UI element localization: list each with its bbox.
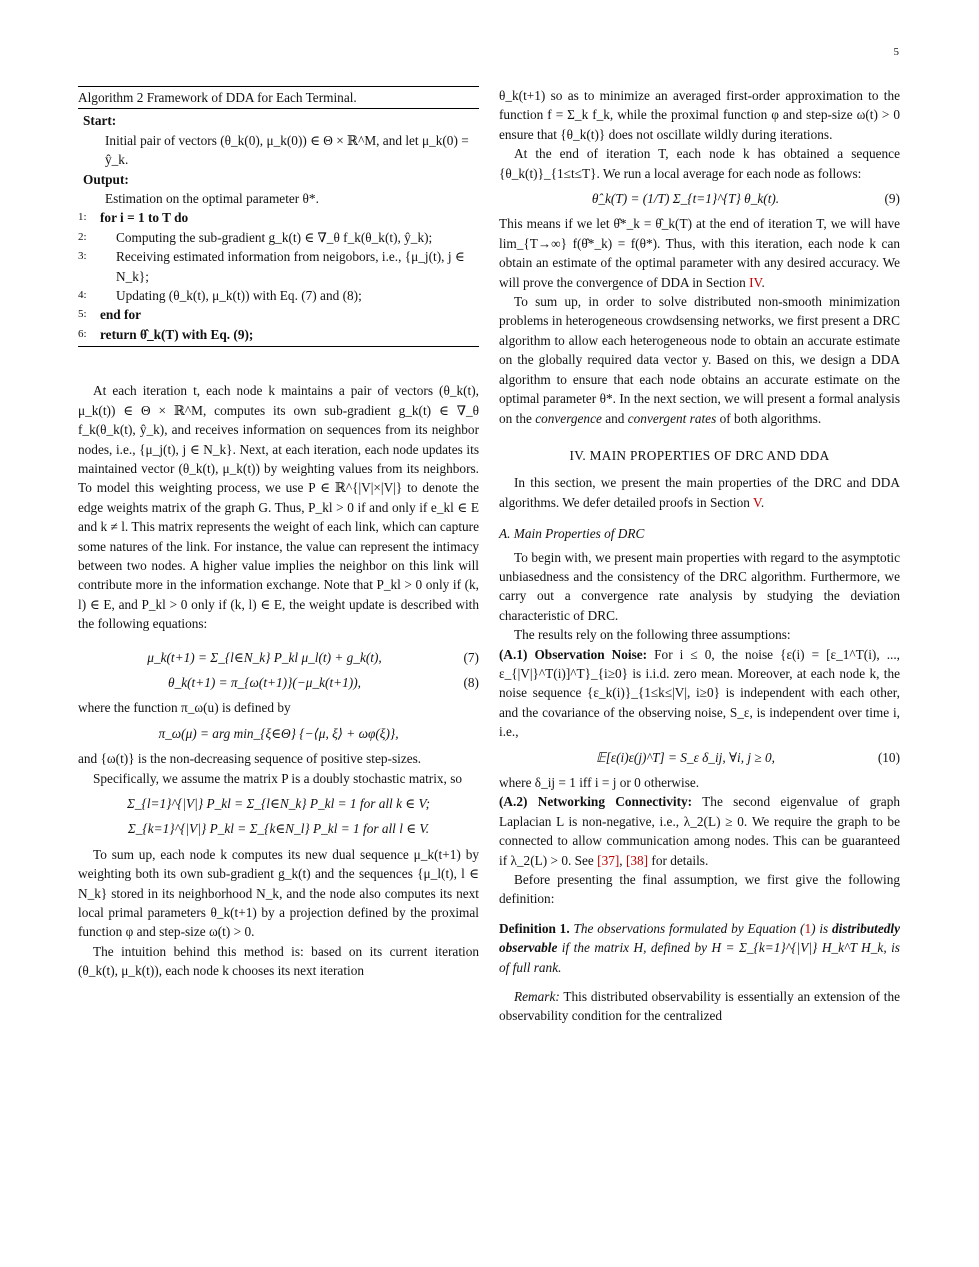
body-paragraph <box>499 292 900 428</box>
algorithm-start-text: Initial pair of vectors (θ_k(0), μ_k(0)) ∈ Θ × ℝ^M, and let μ_k(0) = ŷ_k. <box>105 132 469 168</box>
assumption-a2 <box>499 792 900 870</box>
text-run: for details. <box>648 852 709 868</box>
section-heading: IV. MAIN PROPERTIES OF DRC AND DDA <box>569 447 830 463</box>
right-column <box>499 86 900 1026</box>
text-run: This distributed observability is essentially an extension of the observability condition for the centralized <box>499 989 900 1024</box>
equation-number: (7) <box>463 649 479 665</box>
section-link[interactable]: V <box>752 494 761 510</box>
line-text: Updating (θ_k(t), μ_k(t)) with Eq. (7) and (8); <box>116 288 362 304</box>
body-paragraph: where the function π_ω(u) is defined by <box>78 700 291 716</box>
text-run: To sum up, in order to solve distributed non-smooth minimization problems in heterogeneous crowdsensing networks, we first present a DRC algorithm to allow each heterogeneous node to obtain an accurate estimate on the globally required data vector y. Based on this, we design a DDA algorithm to ensure that each node obtains an accurate estimate on the optimal parameter θ*. In the next section, we will present a formal analysis on the <box>499 294 900 426</box>
equation-8 <box>78 673 479 692</box>
algorithm-start-label: Start: <box>83 113 117 129</box>
line-number: 6: <box>78 327 87 340</box>
equation-7 <box>78 648 479 667</box>
equation-row-sum <box>78 794 479 813</box>
assumption-label: (A.2) Networking Connectivity: <box>499 794 693 810</box>
equation-expression: θ_k(t+1) = π_{ω(t+1)}(−μ_k(t+1)), <box>168 674 361 690</box>
line-number: 1: <box>78 211 87 224</box>
equation-10 <box>499 748 900 767</box>
equation-col-sum <box>78 819 479 838</box>
body-paragraph: The results rely on the following three assumptions: <box>514 627 791 643</box>
equation-expression: θ̂_k(T) = (1/T) Σ_{t=1}^{T} θ_k(t). <box>591 191 780 207</box>
text-run: ) is <box>811 920 833 936</box>
text-run: For i ≤ 0, the noise {ε(i) = [ε_1^T(i), ..., ε_{|V|}^T(i)]^T}_{i≥0} is i.i.d. zero mean. Moreover, at each node k, the noise sequence {ε_k(i)}_{1≤k≤|V|, i≥0} is independent with each other, and the covariance of the observing noise, S_ε, is independent over time i, i.e., <box>499 646 900 740</box>
equation-number: (8) <box>463 674 479 690</box>
equation-number: (9) <box>884 191 900 207</box>
emphasis: convergent rates <box>627 410 717 426</box>
body-paragraph: This means if we let θ̂*_k = θ̂_k(T) at the end of iteration T, we will have lim_{T→∞} f(θ̂*_k) = f(θ*). Thus, with this iteration, each node k can obtain an estimate of the optimal parameter with any desired accuracy. We will prove the convergence of DDA in Section IV. <box>499 216 900 290</box>
body-paragraph: In this section, we present the main properties of the DRC and DDA algorithms. We defer detailed proofs in Section V. <box>499 475 900 510</box>
line-text: Computing the sub-gradient g_k(t) ∈ ∇_θ f_k(θ_k(t), ŷ_k); <box>116 229 433 245</box>
equation-prox <box>78 724 479 743</box>
line-number: 4: <box>78 289 87 302</box>
definition-1 <box>499 919 900 977</box>
algorithm-line <box>78 305 479 324</box>
algorithm-output-label: Output: <box>83 171 129 187</box>
body-paragraph: Specifically, we assume the matrix P is a doubly stochastic matrix, so <box>93 770 463 786</box>
equation-number: (10) <box>877 749 900 765</box>
text-run: if the matrix H, defined by H = Σ_{k=1}^{|V|} H_k^T H_k, is of full rank. <box>499 940 900 975</box>
subsection-heading: A. Main Properties of DRC <box>499 526 645 542</box>
line-text: return θ̂_k(T) with Eq. (9); <box>100 326 254 342</box>
algorithm-box <box>78 86 479 347</box>
text-run: This means if we let θ̂*_k = θ̂_k(T) at the end of iteration T, we will have lim_{T→∞} f(θ̂*_k) = f(θ*). Thus, with this iteration, each node k can obtain an estimate of the optimal parameter with any desired accuracy. We will prove the convergence of DDA in Section <box>499 216 900 290</box>
equation-expression: 𝔼[ε(i)ε(j)^T] = S_ε δ_ij, ∀i, j ≥ 0, <box>596 749 775 765</box>
remark <box>499 987 900 1026</box>
citation-link[interactable]: [37] <box>597 852 620 868</box>
citation-link[interactable]: [38] <box>625 852 649 868</box>
line-number: 3: <box>78 250 87 263</box>
text-run: In this section, we present the main properties of the DRC and DDA algorithms. We defer detailed proofs in Section <box>499 475 900 510</box>
body-paragraph: At each iteration t, each node k maintains a pair of vectors (θ_k(t), μ_k(t)) ∈ Θ × ℝ^M, computes its own sub-gradient g_k(t) ∈ ∇_θ f_k(θ_k(t), ŷ_k), and receives information on sequences from its neighbor nodes, i.e., {μ_j(t), j ∈ N_k}. Next, at each iteration, each node updates its maintained vector (θ_k(t), μ_k(t)) by weighting values from its neighbors. To model this weighting process, we use P ∈ ℝ^{|V|×|V|} to denote the edge weights matrix of the graph G. Thus, P_kl > 0 if and only if e_kl ∈ E and k ≠ l. This matrix represents the weight of each link, which can capture some natures of the link. For instance, the value can represent the intimacy between two nodes. A higher value implies the neighbor on this link will contribute more in the information exchange. Note that P_kl > 0 only if (k, l) ∈ E, and P_kl > 0 only if (k, l) ∈ E, the weight update is described with the following equations: <box>78 383 479 632</box>
line-text: for i = 1 to T do <box>100 210 189 226</box>
equation-expression: Σ_{k=1}^{|V|} P_kl = Σ_{k∈N_l} P_kl = 1 for all l ∈ V. <box>127 821 430 837</box>
algorithm-line <box>78 208 479 227</box>
equation-expression: π_ω(μ) = arg min_{ξ∈Θ} {−⟨μ, ξ⟩ + ωφ(ξ)}, <box>158 725 399 741</box>
body-paragraph: The intuition behind this method is: based on its current iteration (θ_k(t), μ_k(t)), each node k chooses its next iteration <box>78 943 479 979</box>
emphasis: distributedly observable <box>499 920 900 956</box>
algorithm-line <box>78 228 479 247</box>
body-paragraph: and {ω(t)} is the non-decreasing sequence of positive step-sizes. <box>78 751 422 767</box>
emphasis: convergence <box>535 410 602 426</box>
line-text: Receiving estimated information from neigobors, i.e., {μ_j(t), j ∈ N_k}; <box>116 249 465 284</box>
page-number: 5 <box>893 46 899 58</box>
body-paragraph: where δ_ij = 1 iff i = j or 0 otherwise. <box>499 775 700 790</box>
body-paragraph: To begin with, we present main properties with regard to the asymptotic unbiasedness and the consistency of the DRC algorithm. Furthermore, we carry out a convergence rate analysis by studying the deviation characteristic of DRC. <box>499 549 900 623</box>
equation-link[interactable]: 1 <box>804 920 812 936</box>
text-run: , <box>619 852 626 868</box>
line-text: end for <box>100 307 141 323</box>
equation-expression: Σ_{l=1}^{|V|} P_kl = Σ_{l∈N_k} P_kl = 1 for all k ∈ V; <box>126 796 431 811</box>
definition-label: Definition 1. <box>499 920 570 936</box>
text-run: and <box>601 410 628 426</box>
text-run: The observations formulated by Equation ( <box>569 920 805 936</box>
remark-label: Remark: <box>514 989 560 1005</box>
body-paragraph: At the end of iteration T, each node k has obtained a sequence {θ_k(t)}_{1≤t≤T}. We run a local average for each node as follows: <box>499 146 900 181</box>
body-paragraph: Before presenting the final assumption, we first give the following definition: <box>499 872 900 907</box>
algorithm-line <box>78 286 479 305</box>
algorithm-line <box>78 325 479 344</box>
body-paragraph: To sum up, each node k computes its new dual sequence μ_k(t+1) by weighting both its own sub-gradient g_k(t) and the sequences {μ_l(t), l ∈ N_k} stored in its neighborhood N_k, and the node also computes its next local primal parameters θ_k(t+1) by a projection defined by the proximal function φ and step-size ω(t) > 0. <box>78 846 479 940</box>
left-column <box>78 86 479 981</box>
assumption-label: (A.1) Observation Noise: <box>499 646 648 662</box>
algorithm-line <box>78 247 479 286</box>
equation-expression: μ_k(t+1) = Σ_{l∈N_k} P_kl μ_l(t) + g_k(t), <box>147 649 382 665</box>
text-run: of both algorithms. <box>716 410 822 426</box>
line-number: 2: <box>78 230 87 243</box>
assumption-a1 <box>499 645 900 742</box>
equation-9 <box>499 189 900 208</box>
line-number: 5: <box>78 308 87 321</box>
text-run: The second eigenvalue of graph Laplacian L is non-negative, i.e., λ_2(L) ≥ 0. We require the graph to be connected to allow communication among nodes. This can be guaranteed if λ_2(L) > 0. See <box>499 794 900 868</box>
section-link[interactable]: IV <box>749 274 762 290</box>
algorithm-output-text: Estimation on the optimal parameter θ*. <box>105 191 319 207</box>
body-paragraph: θ_k(t+1) so as to minimize an averaged first-order approximation to the function f = Σ_k f_k, while the proximal function φ and step-size ω(t) > 0 ensure that {θ_k(t)} does not oscillate wildly during iterations. <box>499 88 900 142</box>
algorithm-title: Algorithm 2 Framework of DDA for Each Terminal. <box>78 87 479 109</box>
